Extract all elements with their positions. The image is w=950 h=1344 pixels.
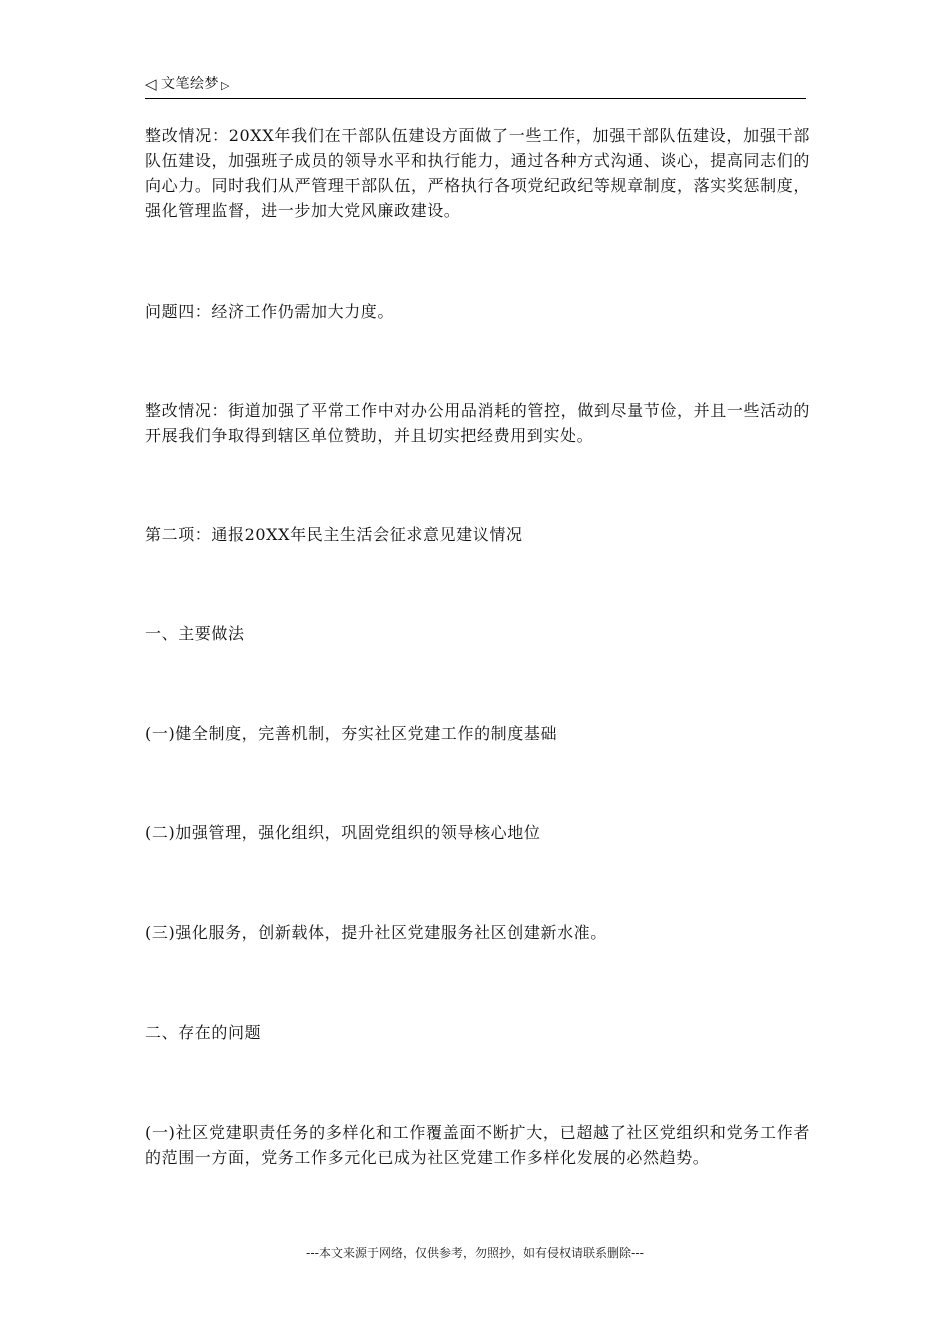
paragraph-rectification-economy: 整改情况：街道加强了平常工作中对办公用品消耗的管控，做到尽量节俭，并且一些活动的开展我们争取得到辖区单位赞助，并且切实把经费用到实处。 xyxy=(145,401,810,445)
heading-existing-problems: 二、存在的问题 xyxy=(145,1023,262,1042)
list-item-practice-2: (二)加强管理，强化组织，巩固党组织的领导核心地位 xyxy=(145,823,541,842)
heading-main-practices: 一、主要做法 xyxy=(145,624,245,643)
list-item-practice-1: (一)健全制度，完善机制，夯实社区党建工作的制度基础 xyxy=(145,724,558,743)
header-title: 文笔绘梦 xyxy=(161,76,219,92)
section-heading-second-item: 第二项：通报20XX年民主生活会征求意见建议情况 xyxy=(145,525,523,544)
list-item-problem-1: (一)社区党建职责任务的多样化和工作覆盖面不断扩大，已超越了社区党组织和党务工作者的范围一方面，党务工作多元化已成为社区党建工作多样化发展的必然趋势。 xyxy=(145,1123,810,1167)
paragraph-rectification-cadre: 整改情况：20XX年我们在干部队伍建设方面做了一些工作，加强干部队伍建设，加强干部队伍建设，加强班子成员的领导水平和执行能力，通过各种方式沟通、谈心，提高同志们的向心力。同时我们从严管理干部队伍，严格执行各项党纪政纪等规章制度，落实奖惩制度，强化管理监督，进一步加大党风廉政建设。 xyxy=(145,126,810,220)
list-item-practice-3: (三)强化服务，创新载体，提升社区党建服务社区创建新水准。 xyxy=(145,923,607,942)
right-triangle-icon: ▷ xyxy=(221,79,230,92)
page-footer: ---本文来源于网络，仅供参考，勿照抄，如有侵权请联系删除--- xyxy=(306,1246,644,1260)
page-header xyxy=(145,74,806,99)
paragraph-issue-four: 问题四：经济工作仍需加大力度。 xyxy=(145,302,395,321)
left-triangle-icon: ◁ xyxy=(145,75,157,93)
